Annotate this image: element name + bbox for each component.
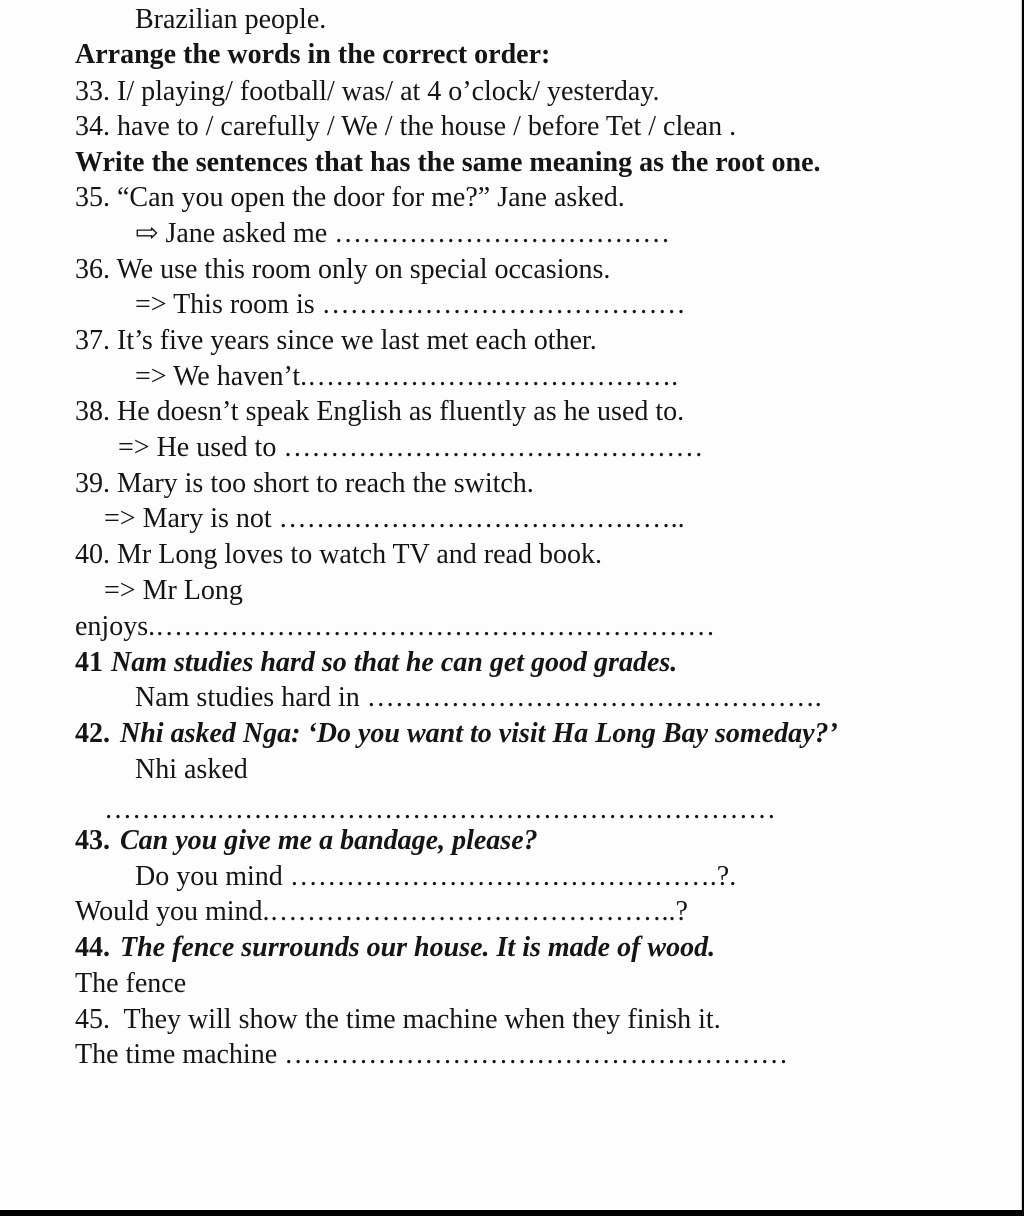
question-33: 33. I/ playing/ football/ was/ at 4 o’clock/ yesterday.: [75, 76, 660, 107]
answer-43-a: Do you mind ……………………………………….?.: [135, 861, 737, 892]
question-35: 35. “Can you open the door for me?” Jane asked.: [75, 182, 625, 213]
prev-question-tail: Brazilian people.: [135, 4, 327, 35]
answer-38: => He used to ………………………………………: [118, 432, 704, 463]
answer-35: ⇨ Jane asked me ………………………………: [135, 218, 671, 249]
answer-43-b: Would you mind.……………………………………..?: [75, 896, 688, 927]
question-38: 38. He doesn’t speak English as fluently as he used to.: [75, 396, 685, 427]
answer-45: The time machine ………………………………………………: [75, 1039, 789, 1070]
answer-41: Nam studies hard in ………………………………………….: [135, 682, 822, 713]
question-43-number: 43.: [75, 825, 110, 856]
answer-36: => This room is …………………………………: [135, 289, 686, 320]
question-37: 37. It’s five years since we last met each other.: [75, 325, 597, 356]
answer-40-prompt: => Mr Long: [104, 575, 243, 606]
section-heading-rewrite: Write the sentences that has the same meaning as the root one.: [75, 147, 821, 178]
question-40: 40. Mr Long loves to watch TV and read book.: [75, 539, 602, 570]
answer-37: => We haven’t.………………………………….: [135, 361, 679, 392]
question-43: Can you give me a bandage, please?: [120, 825, 538, 856]
answer-40: enjoys.……………………………………………………: [75, 611, 716, 642]
question-44-number: 44.: [75, 932, 110, 963]
question-44: The fence surrounds our house. It is made of wood.: [120, 932, 716, 963]
question-36: 36. We use this room only on special occasions.: [75, 254, 611, 285]
question-41-number: 41: [75, 647, 103, 678]
question-42-number: 42.: [75, 718, 110, 749]
answer-42-prompt: Nhi asked: [135, 754, 248, 785]
question-41: Nam studies hard so that he can get good grades.: [111, 647, 678, 678]
answer-44: The fence: [75, 968, 187, 999]
question-39: 39. Mary is too short to reach the switch.: [75, 468, 534, 499]
question-45: 45. They will show the time machine when they finish it.: [75, 1004, 721, 1035]
question-34: 34. have to / carefully / We / the house / before Tet / clean .: [75, 111, 737, 142]
section-heading-arrange: Arrange the words in the correct order:: [75, 39, 551, 70]
question-42: Nhi asked Nga: ‘Do you want to visit Ha Long Bay someday?’: [120, 718, 838, 749]
answer-39: => Mary is not ……………………………………..: [104, 503, 685, 534]
answer-42: ………………………………………………………………: [104, 794, 776, 825]
